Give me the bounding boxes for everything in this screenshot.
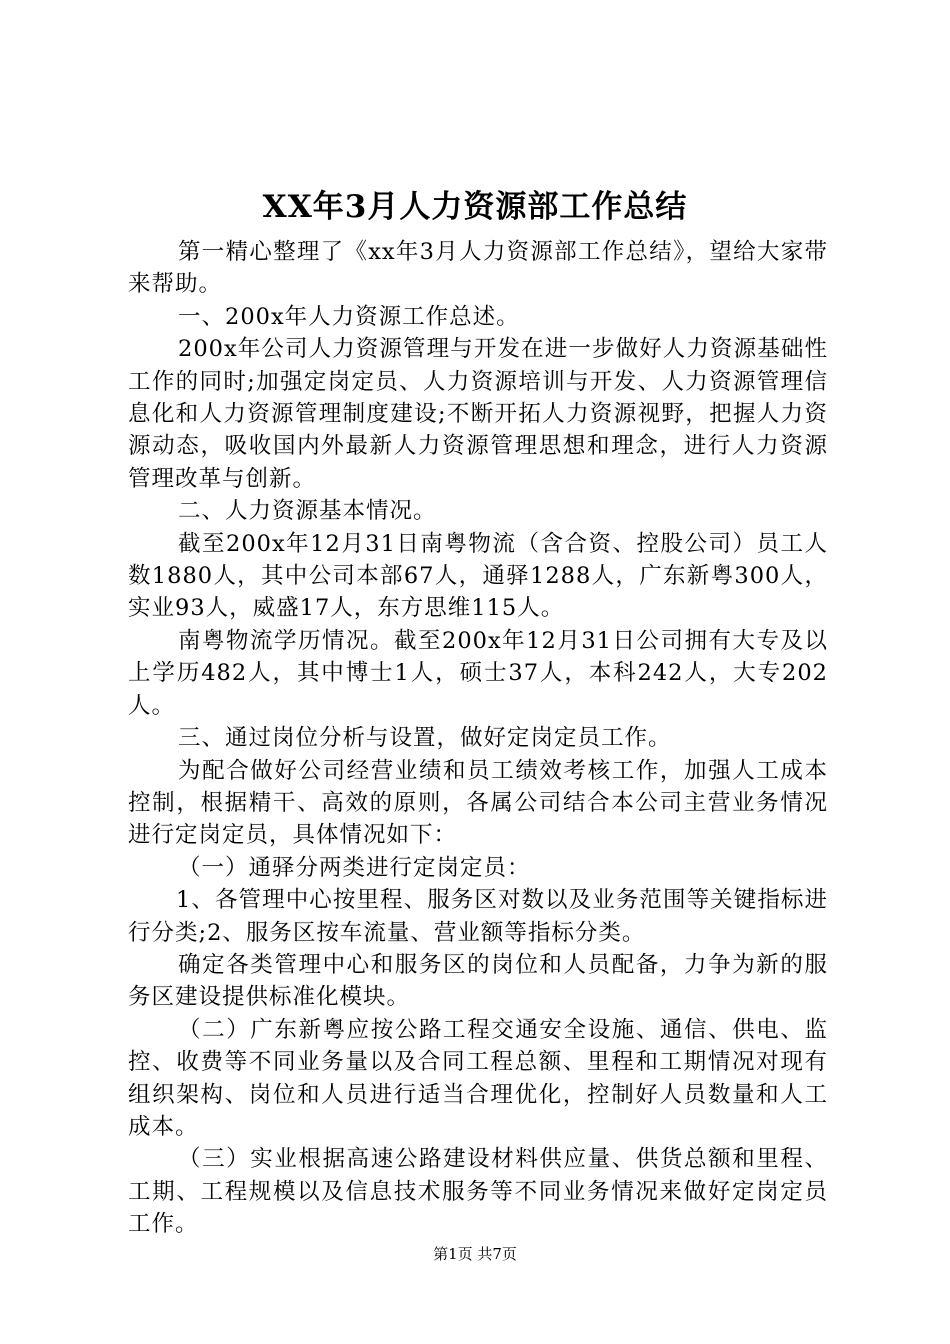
- document-title: XX年3月人力资源部工作总结: [262, 189, 688, 225]
- paragraph-intro: 第一精心整理了《xx年3月人力资源部工作总结》，望给大家带来帮助。: [128, 239, 828, 298]
- heading-section-3: 三、通过岗位分析与设置，做好定岗定员工作。: [178, 725, 672, 752]
- paragraph-tongyi-staffing: 确定各类管理中心和服务区的岗位和人员配备，力争为新的服务区建设提供标准化模块。: [128, 951, 828, 1011]
- paragraph-tongyi-categories: 1、各管理中心按里程、服务区对数以及业务范围等关键指标进行分类;2、服务区按车流量、营业额等指标分类。: [128, 887, 828, 946]
- subheading-tongyi: （一）通驿分两类进行定岗定员：: [178, 854, 531, 881]
- page-footer: 第1页 共7页: [433, 1245, 517, 1263]
- paragraph-education: 南粤物流学历情况。截至200x年12月31日公司拥有大专及以上学历482人，其中博士1人，硕士37人，本科242人，大专202人。: [128, 627, 828, 719]
- paragraph-section-1: 200x年公司人力资源管理与开发在进一步做好人力资源基础性工作的同时;加强定岗定员、人力资源培训与开发、人力资源管理信息化和人力资源管理制度建设;不断开拓人力资源视野，把握人力资源动态，吸收国内外最新人力资源管理思想和理念，进行人力资源管理改革与创新。: [128, 336, 828, 492]
- document-body: [128, 236, 828, 1241]
- paragraph-shiye: （三）实业根据高速公路建设材料供应量、供货总额和里程、工期、工程规模以及信息技术服务等不同业务情况来做好定岗定员工作。: [128, 1146, 828, 1238]
- paragraph-headcount: 截至200x年12月31日南粤物流（含合资、控股公司）员工人数1880人，其中公司本部67人，通驿1288人，广东新粤300人，实业93人，威盛17人，东方思维115人。: [128, 530, 828, 622]
- paragraph-section-3: 为配合做好公司经营业绩和员工绩效考核工作，加强人工成本控制，根据精干、高效的原则，各属公司结合本公司主营业务情况进行定岗定员，具体情况如下：: [128, 757, 828, 849]
- paragraph-xinyue: （二）广东新粤应按公路工程交通安全设施、通信、供电、监控、收费等不同业务量以及合同工程总额、里程和工期情况对现有组织架构、岗位和人员进行适当合理优化，控制好人员数量和人工成本。: [128, 1016, 828, 1140]
- heading-section-1: 一、200x年人力资源工作总述。: [178, 303, 520, 330]
- heading-section-2: 二、人力资源基本情况。: [178, 498, 437, 525]
